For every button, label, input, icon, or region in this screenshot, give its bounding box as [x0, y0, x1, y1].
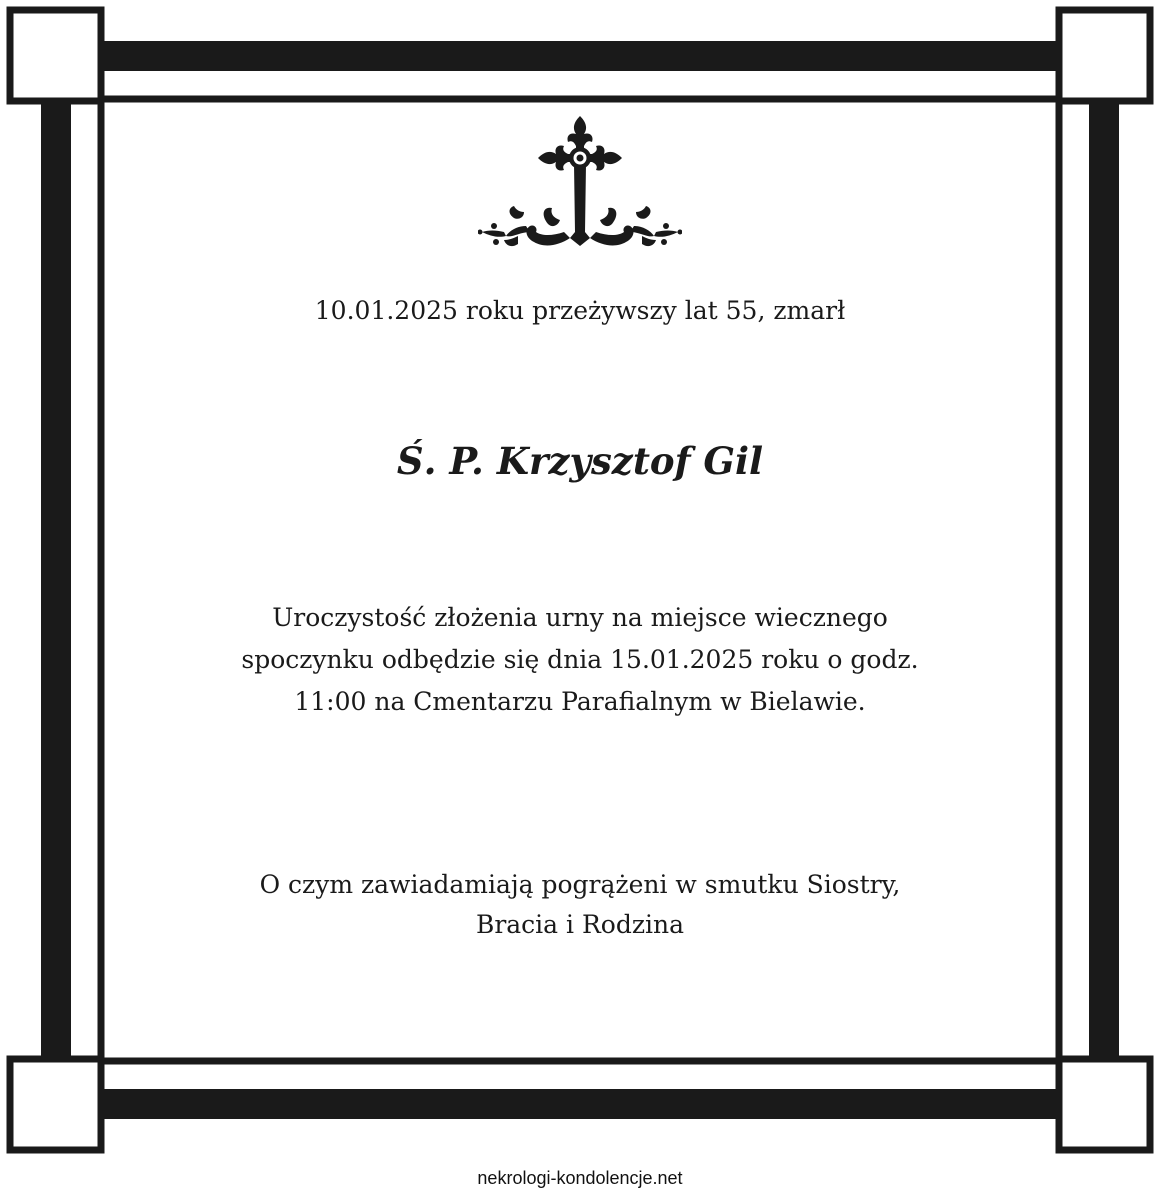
closing-line-2: Bracia i Rodzina [475, 910, 685, 939]
ceremony-details: Uroczystość złożenia urny na miejsce wiecznego spoczynku odbędzie się dnia 15.01.2025 roku o godz. 11:00 na Cmentarzu Parafialnym w Bielawie. [241, 603, 919, 716]
death-announcement-intro: 10.01.2025 roku przeżywszy lat 55, zmarł [314, 296, 846, 325]
site-watermark: nekrologi-kondolencje.net [477, 1168, 683, 1188]
closing-message [160, 865, 1000, 945]
deceased-name: Ś. P. Krzysztof Gil [396, 439, 764, 483]
ornamental-cross-icon [478, 114, 682, 254]
closing-line-1: O czym zawiadamiają pogrążeni w smutku Siostry, [259, 870, 901, 899]
